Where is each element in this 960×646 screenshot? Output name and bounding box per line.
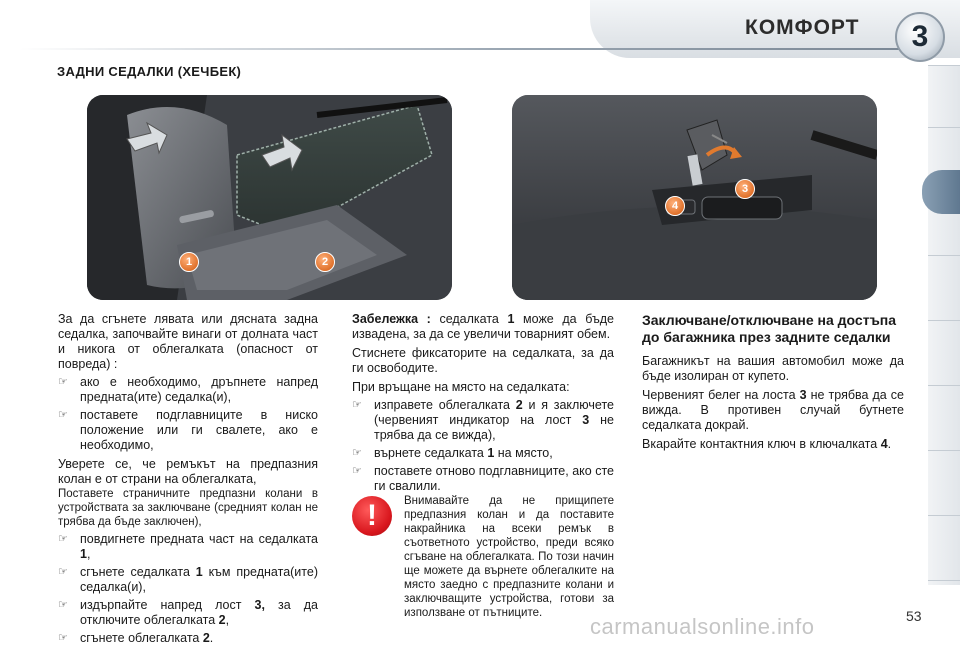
boot-access-heading: Заключване/отключване на достъпа до багажника през задните седалки xyxy=(642,312,897,345)
warning-text: Внимавайте да не прищипете предпазния колан и да поставите накрайника на всеки ремък в съответното устройство, преди всяко сгъване на облегалката. По този начин ще можете да върнете облегалките на място заедно с предпазните колани и заключващите устройства, готови за използване от пътниците. xyxy=(404,495,614,619)
rear-seat-photo xyxy=(87,95,452,300)
chapter-tab-rail xyxy=(928,65,960,585)
list-item: ☞ поставете подглавниците в ниско положение или ги свалете, ако е необходимо, xyxy=(58,408,318,452)
rail-tick xyxy=(928,255,960,256)
pointing-hand-icon: ☞ xyxy=(58,409,68,421)
callout-1: 1 xyxy=(179,252,199,272)
belt-paragraph: Уверете се, че ремъкът на предпазния колан е от страни на облегалката, xyxy=(58,457,318,486)
pointing-hand-icon: ☞ xyxy=(58,566,68,578)
chapter-number: 3 xyxy=(911,20,929,53)
boot-isolation-paragraph: Багажникът на вашия автомобил може да бъде изолиран от купето. xyxy=(642,354,904,383)
callout-2: 2 xyxy=(315,252,335,272)
rail-tick xyxy=(928,515,960,516)
header-divider xyxy=(20,48,900,50)
key-lock-paragraph: Вкарайте контактния ключ в ключалката 4. xyxy=(642,437,892,451)
rail-tick xyxy=(928,450,960,451)
rail-tick xyxy=(928,385,960,386)
release-paragraph: Стиснете фиксаторите на седалката, за да ги освободите. xyxy=(352,346,614,375)
list-item: ☞ сгънете облегалката 2. xyxy=(58,631,214,645)
list-item: ☞ сгънете седалката 1 към предната(ите) седалка(и), xyxy=(58,565,318,594)
pointing-hand-icon: ☞ xyxy=(58,376,68,388)
warning-box xyxy=(352,494,614,619)
section-title: ЗАДНИ СЕДАЛКИ (ХЕЧБЕК) xyxy=(57,64,242,79)
list-item: ☞ издърпайте напред лост 3, за да отключите облегалката 2, xyxy=(58,598,318,627)
pointing-hand-icon: ☞ xyxy=(352,399,362,411)
list-item: ☞ повдигнете предната част на седалката 1, xyxy=(58,532,318,561)
pointing-hand-icon: ☞ xyxy=(352,465,362,477)
list-item: ☞ върнете седалката 1 на място, xyxy=(352,446,553,460)
active-chapter-tab xyxy=(922,170,960,214)
column-2 xyxy=(352,312,614,494)
note-paragraph: Забележка : седалката 1 може да бъде извадена, за да се увеличи товарният обем. xyxy=(352,312,614,341)
pointing-hand-icon: ☞ xyxy=(352,447,362,459)
rail-tick xyxy=(928,65,960,66)
callout-4: 4 xyxy=(665,196,685,216)
belt-lock-paragraph: Поставете страничните предпазни колани в устройствата за заключване (средният колан не трябва да бъде заключен), xyxy=(58,488,318,528)
pointing-hand-icon: ☞ xyxy=(58,533,68,545)
rail-tick xyxy=(928,320,960,321)
refit-paragraph: При връщане на място на седалката: xyxy=(352,380,570,394)
callout-3: 3 xyxy=(735,179,755,199)
lever-mark-paragraph: Червеният белег на лоста 3 не трябва да се вижда. В противен случай бутнете седалката докрай. xyxy=(642,388,904,432)
rail-tick xyxy=(928,580,960,581)
watermark: carmanualsonline.info xyxy=(590,614,815,639)
chapter-number-badge xyxy=(895,12,945,62)
column-3 xyxy=(642,312,904,452)
page-number: 53 xyxy=(906,608,922,624)
exclamation-warning-icon: ! xyxy=(352,496,392,536)
column-1 xyxy=(58,312,318,646)
boot-lock-illustration xyxy=(512,95,877,300)
pointing-hand-icon: ☞ xyxy=(58,599,68,611)
rear-seat-illustration xyxy=(87,95,452,300)
boot-access-photo xyxy=(512,95,877,300)
rail-tick xyxy=(928,127,960,128)
list-item: ☞ ако е необходимо, дръпнете напред предната(ите) седалка(и), xyxy=(58,375,318,404)
intro-paragraph: За да сгънете лявата или дясната задна седалка, започвайте винаги от долната част и никога от облегалката (опасност от повреда) : xyxy=(58,312,318,371)
chapter-title: КОМФОРТ xyxy=(745,16,860,39)
pointing-hand-icon: ☞ xyxy=(58,632,68,644)
list-item: ☞ изправете облегалката 2 и я заключете (червеният индикатор на лост 3 не трябва да се вижда), xyxy=(352,398,615,442)
list-item: ☞ поставете отново подглавниците, ако сте ги свалили. xyxy=(352,464,614,493)
